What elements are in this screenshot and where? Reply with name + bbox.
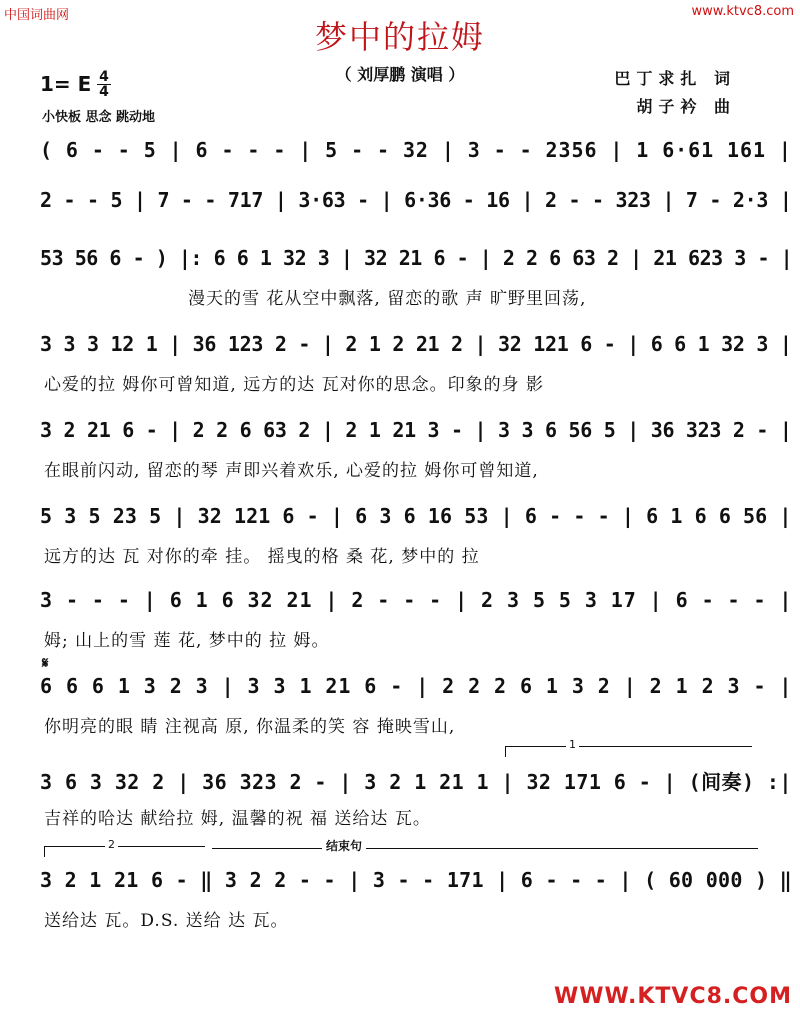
lyric-row-3: 漫天的雪 花从空中飘落, 留恋的歌 声 旷野里回荡, xyxy=(188,289,587,309)
time-signature xyxy=(97,70,111,99)
segno-sign: 𝄋 xyxy=(42,654,49,672)
first-ending-number: 1 xyxy=(566,738,579,751)
lyricist-credit: 巴丁求扎 词 xyxy=(614,69,736,88)
watermark-bottom-right: WWW.KTVC8.COM xyxy=(554,984,792,1009)
first-ending-bracket xyxy=(505,738,752,757)
lyric-row-4: 心爱的拉 姆你可曾知道, 远方的达 瓦对你的思念。印象的身 影 xyxy=(44,375,545,395)
song-title: 梦中的拉姆 xyxy=(314,18,485,56)
second-ending-number: 2 xyxy=(105,838,118,851)
notation-row-1: ( 6 - - 5 | 6 - - - | 5 - - 32 | 3 - - 2356 | 1 6·61 161 | xyxy=(40,138,792,162)
ending-phrase-label: 结束句 xyxy=(322,837,366,854)
lyric-row-10: 送给达 瓦。D.S. 送给 达 瓦。 xyxy=(44,911,289,931)
time-signature-top: 4 xyxy=(97,70,111,85)
singer-line: （ 刘厚鹏 演唱 ） xyxy=(335,65,465,84)
lyric-row-8: 你明亮的眼 睛 注视高 原, 你温柔的笑 容 掩映雪山, xyxy=(44,717,456,737)
notation-row-2: 2 - - 5 | 7 - - 717 | 3·63 - | 6·36 - 16 | 2 - - 323 | 7 - 2·3 | xyxy=(40,188,792,212)
lyric-row-6: 远方的达 瓦 对你的牵 挂。 摇曳的格 桑 花, 梦中的 拉 xyxy=(44,547,480,567)
ending-phrase-line xyxy=(212,839,758,855)
lyric-row-9: 吉祥的哈达 献给拉 姆, 温馨的祝 福 送给达 瓦。 xyxy=(44,809,431,829)
notation-row-6: 5 3 5 23 5 | 32 121 6 - | 6 3 6 16 53 | 6 - - - | 6 1 6 6 56 | xyxy=(40,504,792,528)
watermark-top-left: 中国词曲网 xyxy=(4,8,70,23)
notation-row-5: 3 2 21 6 - | 2 2 6 63 2 | 2 1 21 3 - | 3 3 6 56 5 | 36 323 2 - | xyxy=(40,418,792,442)
key-signature: 1= E xyxy=(40,72,92,96)
notation-row-7: 3 - - - | 6 1 6 32 21 | 2 - - - | 2 3 5 5 3 17 | 6 - - - | xyxy=(40,588,793,612)
time-signature-bottom: 4 xyxy=(99,84,109,100)
watermark-top-right: www.ktvc8.com xyxy=(691,4,794,19)
lyric-row-7: 姆; 山上的雪 莲 花, 梦中的 拉 姆。 xyxy=(44,631,330,651)
second-ending-bracket xyxy=(44,838,205,857)
notation-row-8: 6 6 6 1 3 2 3 | 3 3 1 21 6 - | 2 2 2 6 1 3 2 | 2 1 2 3 - | xyxy=(40,674,793,698)
tempo-marking: 小快板 思念 跳动地 xyxy=(42,110,156,125)
notation-row-10: 3 2 1 21 6 - ‖ 3 2 2 - - | 3 - - 171 | 6 - - - | ( 60 000 ) ‖ xyxy=(40,868,793,892)
notation-row-3: 53 56 6 - ) |: 6 6 1 32 3 | 32 21 6 - | 2 2 6 63 2 | 21 623 3 - | xyxy=(40,246,793,270)
notation-row-9: 3 6 3 32 2 | 36 323 2 - | 3 2 1 21 1 | 32 171 6 - | (间奏) :| xyxy=(40,770,792,794)
notation-row-4: 3 3 3 12 1 | 36 123 2 - | 2 1 2 21 2 | 32 121 6 - | 6 6 1 32 3 | xyxy=(40,332,792,356)
lyric-row-5: 在眼前闪动, 留恋的琴 声即兴着欢乐, 心爱的拉 姆你可曾知道, xyxy=(44,461,539,481)
composer-credit: 胡子衿 曲 xyxy=(636,97,736,116)
